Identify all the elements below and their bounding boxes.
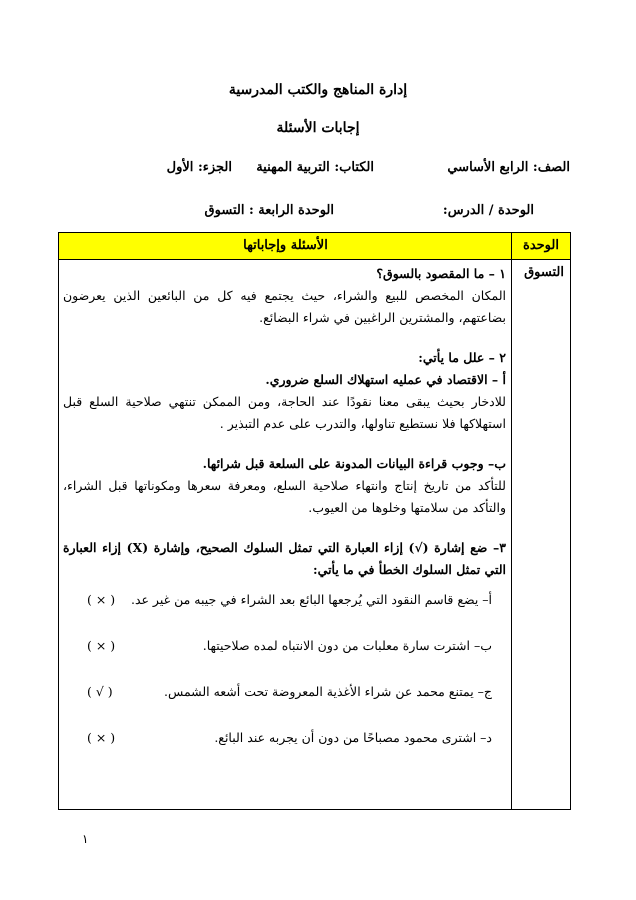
page-number: ١ [82,832,89,846]
qa-column-header [59,233,512,260]
option-c-mark: ( √ ) [87,684,113,699]
unit-column-title: الوحدة [523,238,559,253]
option-d-mark: ( × ) [87,730,116,745]
unit-lesson-label: الوحدة / الدرس: [442,203,534,218]
option-b [63,635,506,681]
grade-label: الصف: الرابع الأساسي [447,160,570,175]
qa-table [58,232,571,810]
option-b-text: ب– اشترت سارة معلبات من دون الانتباه لمده صلاحيتها. [202,638,492,653]
option-a [63,589,506,635]
question-2a: أ – الاقتصاد في عمليه استهلاك السلع ضروري. [265,372,506,387]
option-c [63,681,506,727]
question-2b: ب– وجوب قراءة البيانات المدونة على السلعة قبل شرائها. [202,456,506,471]
column-divider [511,233,512,809]
option-b-mark: ( × ) [87,638,116,653]
option-a-mark: ( × ) [87,592,116,607]
unit-value: الوحدة الرابعة : التسوق [204,203,334,218]
unit-column-header [512,233,570,260]
option-c-text: ج– يمتنع محمد عن شراء الأغذية المعروضة تحت أشعه الشمس. [164,684,492,699]
book-label: الكتاب: التربية المهنية [256,160,374,175]
option-d-text: د– اشترى محمود مصباحًا من دون أن يجربه عند البائع. [214,730,492,745]
question-2: ٢ – علل ما يأتي: [418,350,506,365]
document-title: إجابات الأسئلة [276,120,360,136]
qa-content [63,263,506,773]
answer-2b: للتأكد من تاريخ إنتاج وانتهاء صلاحية السلع، ومعرفة سعرها ومكوناتها قبل الشراء، والتأكد من سلامتها وخلوها من العيوب. [63,478,506,515]
answer-1: المكان المخصص للبيع والشراء، حيث يجتمع فيه كل من البائعين الذين يعرضون بضاعتهم، والمشترين الراغبين في شراء البضائع. [63,288,506,325]
part-label: الجزء: الأول [166,160,232,175]
answer-2a: للادخار بحيث يبقى معنا نقودًا عند الحاجة، ومن الممكن تنتهي صلاحية السلع قبل استهلاكها فلا نستطيع تناولها، والتدرب على عدم التبذير . [63,394,506,431]
option-a-text: أ– يضع قاسم النقود التي يُرجعها البائع بعد الشراء في جيبه من غير عد. [130,592,492,607]
question-1: ١ – ما المقصود بالسوق؟ [376,266,506,281]
unit-name: التسوق [524,265,564,280]
option-d [63,727,506,773]
department-title: إدارة المناهج والكتب المدرسية [228,82,408,98]
qa-column-title: الأسئلة وإجاباتها [243,238,328,253]
question-3: ٣– ضع إشارة (√) إزاء العبارة التي تمثل السلوك الصحيح، وإشارة (X) إزاء العبارة التي تمثل السلوك الخطأ في ما يأتي: [63,540,506,577]
